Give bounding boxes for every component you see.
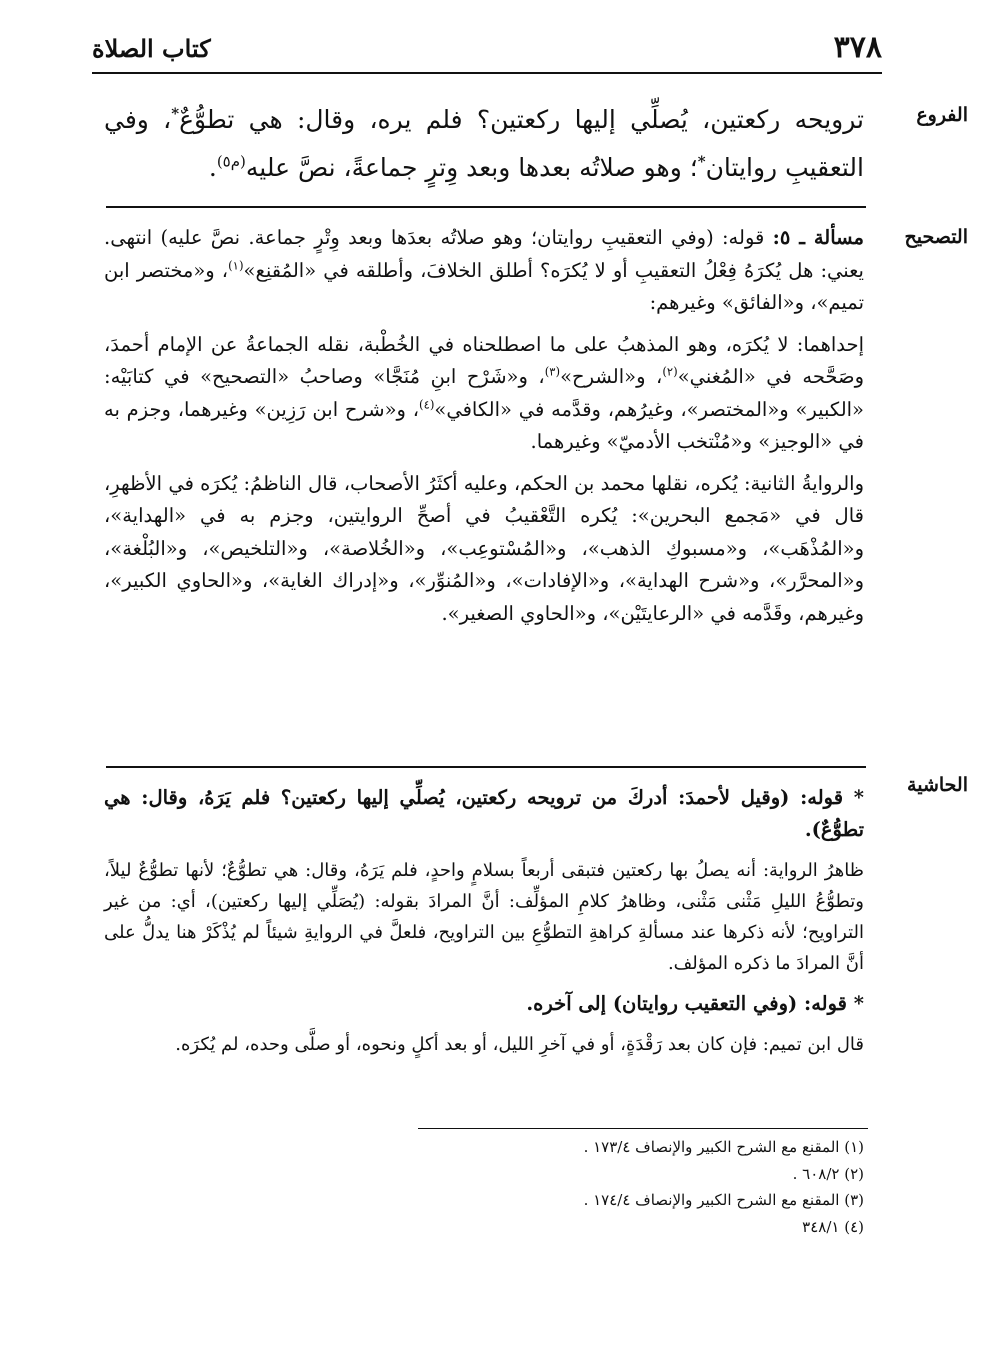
footnote-4: (٤) ٣٤٨/١ [802, 1217, 864, 1236]
hashiya-quote-1 [104, 782, 864, 846]
furu-text-2: ، وفي التعقيبِ روايتان [104, 105, 864, 182]
tashih-p2-b: ، و«الشرح» [560, 365, 663, 388]
tashih-p2-c: ، و«شَرْح ابنِ مُنَجَّا» وصاحبُ «التصحيح» في كتابَيْه: «الكبير» و«المختصر»، وغيرُهم، وقدَّمه في «الكافي» [104, 365, 864, 421]
footnote-ref-3: (٣) [544, 364, 561, 379]
furu-text-1: ترويحه ركعتين، يُصلِّي إليها ركعتين؟ فلم يره، وقال: هي تطوُّعٌ [179, 105, 864, 134]
tashih-p1-a: قوله: (وفي التعقيبِ روايتان؛ وهو صلاتُه بعدَها وبعد وِتْرٍ جماعة. نصَّ عليه) انتهى. يعني: هل يُكرَهُ فِعْلُ التعقيبِ أو لا يُكرَه؟ أطلق الخلافَ، وأطلقه في «المُقنِع» [104, 226, 864, 282]
footnote-2: (٢) ٦٠٨/٢ . [792, 1164, 864, 1183]
divider-tashih-hashiya [106, 766, 866, 768]
footnote-ref-4: (٤) [419, 397, 435, 411]
hashiya-star-1: * [853, 786, 864, 809]
divider-furu-tashih [106, 206, 866, 208]
hashiya-paragraph-2: قال ابن تميم: فإن كان بعد رَقْدَةٍ، أو في آخرِ الليل، أو بعد أكلٍ ونحوه، أو صلَّى وحده، لم يُكرَه. [175, 1034, 864, 1055]
tashih-paragraph-3: والروايةُ الثانية: يُكره، نقلها محمد بن الحكم، وعليه أكثَرُ الأصحاب، قال الناظمُ: يُكرَه في الأظهرِ، قال في «مَجمع البحرين»: يُكره التَّعْقيبُ في أصحِّ الروايتين، وجزم به في «الهداية»، و«المُذْهَب»، و«مسبوكِ الذهب»، و«المُسْتوعِب»، و«الخُلاصة»، و«التلخيص»، و«البُلْغة»، و«المحرَّر»، و«شرح الهداية»، و«الإفادات»، و«المُنوِّر»، و«إدراك الغاية»، و«الحاوي الكبير»، وغيرهم، وقَدَّمه في «الرعايتَيْن»، و«الحاوي الصغير». [104, 471, 864, 625]
tashih-p2-d: ، و«شرح ابن رَزِين» وغيرهما، وجزم به في «الوجيز» و«مُنْتخب الأدميّ» وغيرهما. [104, 397, 864, 453]
hashiya-text [104, 782, 864, 1069]
tashih-paragraph-2 [104, 329, 864, 459]
page-number: ٣٧٨ [833, 30, 882, 65]
tashih-p1-b: ، و«مختصر ابن تميم»، و«الفائق» وغيرهم: [104, 258, 864, 314]
running-title: كتاب الصلاة [92, 34, 211, 63]
furu-text-4: . [208, 153, 217, 182]
masala-heading: مسألة ـ ٥: [772, 226, 864, 249]
section-label-hashiya: الحاشية [907, 774, 968, 796]
furu-star-1: * [171, 104, 180, 123]
footnote-ref-1: (١) [228, 258, 244, 272]
hashiya-paragraph-1: ظاهرُ الرواية: أنه يصلُ بها ركعتين فتبقى أربعاً بسلامٍ واحدٍ، فلم يَرَهُ، وقال: هي تطوُّعٌ؛ لأنها تطوُّعٌ ليلاً، وتطوُّعُ الليلِ مَثْنى مَثْنى، وظاهرُ كلامِ المؤلِّف: أنَّ المرادَ بقوله: (يُصَلِّي إليها ركعتين)، أي: من غير التراويح؛ لأنه ذكرها عند مسألةِ كراهةِ التطوُّعِ بين التراويح، فلعلَّ في الروايةِ شيئاً لم يُذْكَرْ هنا يدلُّ على أنَّ المرادَ ما ذكره المؤلف. [104, 860, 864, 974]
footnotes [344, 1134, 864, 1240]
tashih-paragraph-1 [104, 222, 864, 320]
furu-star-2: * [697, 152, 706, 171]
furu-reference: (م٥) [216, 152, 246, 171]
footnote-3: (٣) المقنع مع الشرح الكبير والإنصاف ١٧٤/٤ . [583, 1191, 864, 1209]
footnote-divider [418, 1128, 868, 1129]
tashih-text [104, 222, 864, 639]
section-label-furu: الفروع [916, 104, 968, 126]
hashiya-quote-2 [104, 988, 864, 1020]
page-header [92, 28, 882, 74]
furu-text-3: ؛ وهو صلاتُه بعدها وبعد وِترٍ جماعةً، نصَّ عليه [245, 153, 698, 182]
hashiya-quote-1-text: قوله: (وقيل لأحمدَ: أدركَ من ترويحه ركعتين، يُصلِّي إليها ركعتين؟ فلم يَرَهُ، وقال: هي تطوُّعٌ). [104, 786, 864, 841]
tashih-p2-a: إحداهما: لا يُكرَه، وهو المذهبُ على ما اصطلحناه في الخُطْبة، نقله الجماعةُ عن الإمام أحمدَ، وصَحَّحه في «المُغني» [104, 332, 864, 388]
furu-text [104, 96, 864, 192]
section-label-tashih: التصحيح [904, 226, 968, 248]
footnote-1: (١) المقنع مع الشرح الكبير والإنصاف ١٧٣/٤ . [583, 1138, 864, 1156]
footnote-ref-2: (٢) [662, 364, 678, 379]
hashiya-quote-2-text: قوله: (وفي التعقيب روايتان) إلى آخره. [526, 992, 847, 1015]
hashiya-star-2: * [853, 992, 864, 1015]
